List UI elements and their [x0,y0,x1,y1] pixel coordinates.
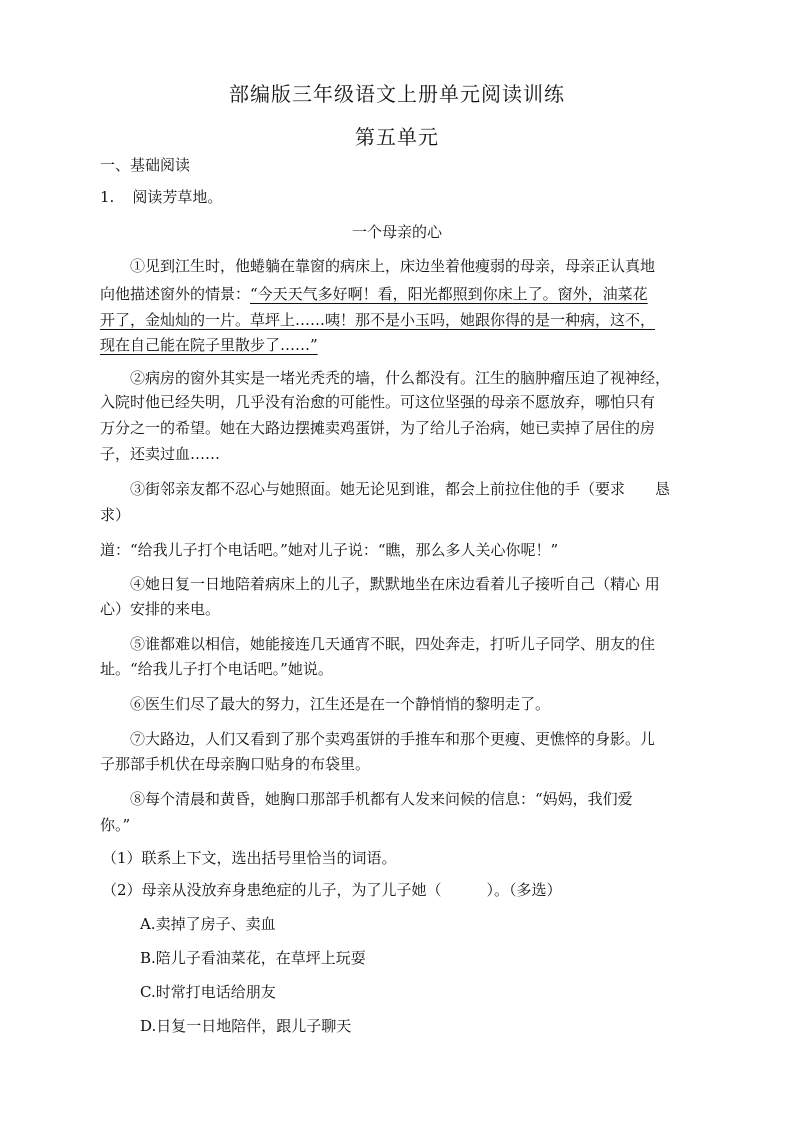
paragraph-5-line-1: ⑤谁都难以相信，她能接连几天通宵不眠，四处奔走，打听儿子同学、朋友的住 [130,635,656,653]
text-run: ③街邻亲友都不忍心与她照面。她无论见到谁，都会上前拉住他的手（要求 [130,480,626,498]
document-title: 部编版三年级语文上册单元阅读训练 [229,82,565,106]
paragraph-2-line-2: 入院时他已经失明，几乎没有治愈的可能性。可这位坚强的母亲不愿放弃，哪怕只有 [100,393,656,411]
paragraph-2-line-1: ②病房的窗外其实是一堵光秃秃的墙，什么都没有。江生的脑肿瘤压迫了视神经， [130,369,671,387]
paragraph-1-line-1: ①见到江生时，他蜷躺在靠窗的病床上，床边坐着他瘦弱的母亲，母亲正认真地 [130,257,656,275]
paragraph-3-line-2: 求） [100,506,131,524]
text-run: 向他描述窗外的情景： [100,285,251,303]
paragraph-4-line-2: 心）安排的来电。 [100,600,221,618]
paragraph-1-line-3: 开了，金灿灿的一片。草坪上……咦！那不是小玉吗，她跟你得的是一种病，这不， [100,311,656,329]
sub-question-2: （2）母亲从没放弃身患绝症的儿子，为了儿子她（ ）。（多选） [102,881,562,899]
question-number: 1. [100,188,115,206]
underlined-text: “今天天气多好啊！看，阳光都照到你床上了。窗外，油菜花 [250,285,648,303]
section-heading: 一、基础阅读 [100,156,191,174]
paragraph-3-line-1 [130,479,726,499]
sub-question-1: （1）联系上下文，选出括号里恰当的词语。 [102,849,397,867]
option-c: C.时常打电话给朋友 [140,983,276,1001]
paragraph-1-line-4: 现在自己能在院子里散步了……” [100,336,318,354]
passage-title: 一个母亲的心 [351,223,442,241]
option-d: D.日复一日地陪伴，跟儿子聊天 [140,1017,352,1035]
paragraph-2-line-3: 万分之一的希望。她在大路边摆摊卖鸡蛋饼，为了给儿子治病，她已卖掉了居住的房 [100,419,656,437]
paragraph-7-line-2: 子那部手机伏在母亲胸口贴身的布袋里。 [100,755,371,773]
paragraph-5-line-2: 址。“给我儿子打个电话吧。”她说。 [100,660,333,678]
option-b: B.陪儿子看油菜花，在草坪上玩耍 [140,949,366,967]
question-heading [100,187,696,207]
paragraph-4-line-1: ④她日复一日地陪着病床上的儿子，默默地坐在床边看着儿子接听自己（精心 用 [130,575,660,593]
option-a: A.卖掉了房子、卖血 [140,915,276,933]
paragraph-6-line-1: ⑥医生们尽了最大的努力，江生还是在一个静悄悄的黎明走了。 [130,695,551,713]
paragraph-2-line-4: 子，还卖过血…… [100,445,221,463]
unit-title: 第五单元 [355,125,439,149]
text-run: 恳 [655,480,671,498]
paragraph-3-line-3: 道：“给我儿子打个电话吧。”她对儿子说：“瞧，那么多人关心你呢！” [100,541,559,559]
question-title: 阅读芳草地。 [132,188,223,206]
paragraph-8-line-2: 你。” [100,816,131,834]
paragraph-7-line-1: ⑦大路边，人们又看到了那个卖鸡蛋饼的手推车和那个更瘦、更憔悴的身影。儿 [130,730,656,748]
paragraph-1-line-2 [100,284,696,304]
paragraph-8-line-1: ⑧每个清晨和黄昏，她胸口那部手机都有人发来问候的信息：“妈妈，我们爱 [130,790,633,808]
